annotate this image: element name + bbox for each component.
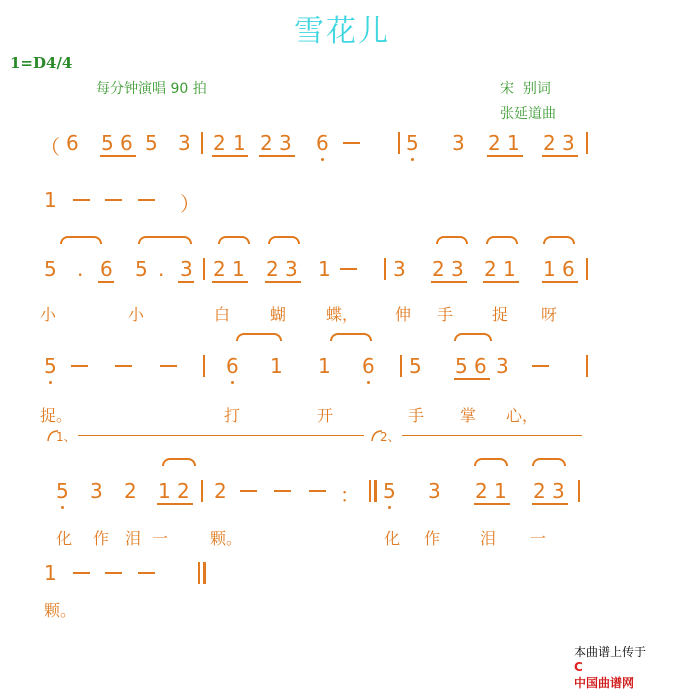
note: 5	[101, 131, 114, 155]
note: 1	[270, 354, 283, 378]
eighth-underline	[474, 503, 510, 505]
note: 2	[213, 131, 226, 155]
note: 6	[226, 354, 239, 378]
site-logo-mark: C	[573, 660, 583, 674]
low-octave-dot	[388, 506, 391, 509]
note: 3	[90, 479, 103, 503]
slur	[454, 333, 492, 341]
note: 1	[158, 479, 171, 503]
eighth-underline	[157, 503, 193, 505]
note: 2	[124, 479, 137, 503]
eighth-underline	[98, 281, 114, 283]
note: 2	[266, 257, 279, 281]
extension-dash	[73, 199, 90, 201]
extension-dash	[343, 142, 360, 144]
slur	[436, 236, 468, 244]
key-signature: 1=D4/4	[10, 54, 73, 72]
extension-dash	[274, 490, 291, 492]
extension-dash	[340, 268, 357, 270]
note: 5	[145, 131, 158, 155]
lyric: 白	[214, 305, 231, 324]
note: 3	[451, 257, 464, 281]
lyric: 捉。	[40, 406, 73, 425]
slur	[543, 236, 575, 244]
lyric: 手	[408, 406, 425, 425]
lyric: 蝶，	[326, 305, 359, 324]
note: 6	[362, 354, 375, 378]
extension-dash	[115, 365, 132, 367]
note: 2	[475, 479, 488, 503]
lyric: 蝴	[270, 305, 287, 324]
repeat-bar-thick	[374, 480, 377, 502]
note: 2	[260, 131, 273, 155]
note: 1	[507, 131, 520, 155]
extension-dash	[160, 365, 177, 367]
lyric: 化	[56, 529, 73, 548]
lyric: 小	[128, 305, 145, 324]
eighth-underline	[542, 281, 578, 283]
low-octave-dot	[61, 506, 64, 509]
slur	[486, 236, 518, 244]
low-octave-dot	[49, 381, 52, 384]
note: 5	[455, 354, 468, 378]
note: 5	[56, 479, 69, 503]
note: .	[77, 257, 84, 281]
bar-line	[400, 355, 402, 377]
low-octave-dot	[321, 158, 324, 161]
bar-line	[203, 258, 205, 280]
note: 2	[432, 257, 445, 281]
note: 5	[383, 479, 396, 503]
note: 3	[178, 131, 191, 155]
lyric: 一	[152, 529, 169, 548]
slur	[268, 236, 300, 244]
extension-dash	[71, 365, 88, 367]
slur	[162, 458, 196, 466]
lyric: 手	[437, 305, 454, 324]
note: 5	[44, 257, 57, 281]
eighth-underline	[212, 281, 248, 283]
note: 2	[488, 131, 501, 155]
eighth-underline	[487, 155, 523, 157]
eighth-underline	[483, 281, 519, 283]
note: 2	[177, 479, 190, 503]
eighth-underline	[100, 155, 136, 157]
slur	[330, 333, 372, 341]
note: 5	[409, 354, 422, 378]
note: 3	[279, 131, 292, 155]
lyric: 作	[424, 529, 441, 548]
note: 6	[100, 257, 113, 281]
bar-line	[586, 132, 588, 154]
eighth-underline	[259, 155, 295, 157]
lyric: 伸	[395, 305, 412, 324]
lyric: 颗。	[210, 529, 243, 548]
extension-dash	[138, 572, 155, 574]
volta-number: 2、	[380, 430, 400, 444]
final-bar-thin	[198, 562, 200, 584]
lyric: 捉	[492, 305, 509, 324]
note: 1	[543, 257, 556, 281]
lyric: 打	[224, 406, 241, 425]
extension-dash	[532, 365, 549, 367]
lyric: 泪	[480, 529, 497, 548]
low-octave-dot	[231, 381, 234, 384]
score-title: 雪花儿	[294, 14, 390, 49]
lyric: 掌	[460, 406, 477, 425]
slur	[474, 458, 508, 466]
note: 3	[552, 479, 565, 503]
site-logo-name[interactable]: 中国曲谱网	[573, 676, 634, 690]
volta-number: 1、	[56, 430, 76, 444]
note: 3	[562, 131, 575, 155]
note: 5	[44, 354, 57, 378]
note: 1	[318, 257, 331, 281]
note: 6	[120, 131, 133, 155]
eighth-underline	[212, 155, 248, 157]
note: 3	[496, 354, 509, 378]
note: 2	[214, 479, 227, 503]
note: 2	[533, 479, 546, 503]
note: 1	[44, 188, 57, 212]
bar-line	[586, 355, 588, 377]
upload-credit-text: 本曲谱上传于	[573, 645, 646, 659]
slur	[60, 236, 102, 244]
lyric: 化	[384, 529, 401, 548]
lyric: 小	[40, 305, 57, 324]
extension-dash	[240, 490, 257, 492]
bar-line	[203, 355, 205, 377]
note: 5	[135, 257, 148, 281]
repeat-colon: ：	[340, 483, 360, 507]
composer-credit: 张延道曲	[500, 106, 556, 122]
eighth-underline	[178, 281, 194, 283]
eighth-underline	[532, 503, 568, 505]
note: 3	[285, 257, 298, 281]
note: .	[158, 257, 165, 281]
low-octave-dot	[411, 158, 414, 161]
lyric: 心，	[506, 406, 539, 425]
note: ）	[180, 192, 200, 216]
extension-dash	[105, 199, 122, 201]
note: 6	[316, 131, 329, 155]
note: 2	[484, 257, 497, 281]
note: 3	[393, 257, 406, 281]
lyric: 呀	[541, 305, 558, 324]
lyric: 一	[530, 529, 547, 548]
lyric: 泪	[125, 529, 142, 548]
note: 6	[474, 354, 487, 378]
lyric: 开	[317, 406, 334, 425]
note: 6	[562, 257, 575, 281]
repeat-bar-thin	[369, 480, 371, 502]
lyricist-credit: 宋 别词	[500, 81, 551, 97]
bar-line	[384, 258, 386, 280]
note: 6	[66, 131, 79, 155]
volta-line	[78, 435, 364, 436]
lyric: 颗。	[44, 601, 77, 620]
eighth-underline	[454, 378, 490, 380]
note: 2	[543, 131, 556, 155]
low-octave-dot	[367, 381, 370, 384]
note: 1	[44, 561, 57, 585]
upload-credit	[566, 629, 646, 691]
slur	[532, 458, 566, 466]
note: 1	[233, 131, 246, 155]
eighth-underline	[431, 281, 467, 283]
note: 1	[503, 257, 516, 281]
extension-dash	[309, 490, 326, 492]
note: 3	[428, 479, 441, 503]
slur	[218, 236, 250, 244]
bar-line	[586, 258, 588, 280]
note: 1	[494, 479, 507, 503]
note: 1	[318, 354, 331, 378]
lyric: 作	[93, 529, 110, 548]
bar-line	[201, 480, 203, 502]
eighth-underline	[265, 281, 301, 283]
final-bar-thick	[203, 562, 206, 584]
extension-dash	[105, 572, 122, 574]
slur	[138, 236, 192, 244]
volta-line	[402, 435, 582, 436]
extension-dash	[73, 572, 90, 574]
note: 3	[180, 257, 193, 281]
bar-line	[578, 480, 580, 502]
bar-line	[398, 132, 400, 154]
bar-line	[201, 132, 203, 154]
extension-dash	[138, 199, 155, 201]
tempo-marking: 每分钟演唱 90 拍	[96, 81, 207, 97]
note: 5	[406, 131, 419, 155]
eighth-underline	[542, 155, 578, 157]
note: 2	[213, 257, 226, 281]
note: 1	[232, 257, 245, 281]
note: （	[40, 135, 60, 159]
note: 3	[452, 131, 465, 155]
slur	[236, 333, 282, 341]
